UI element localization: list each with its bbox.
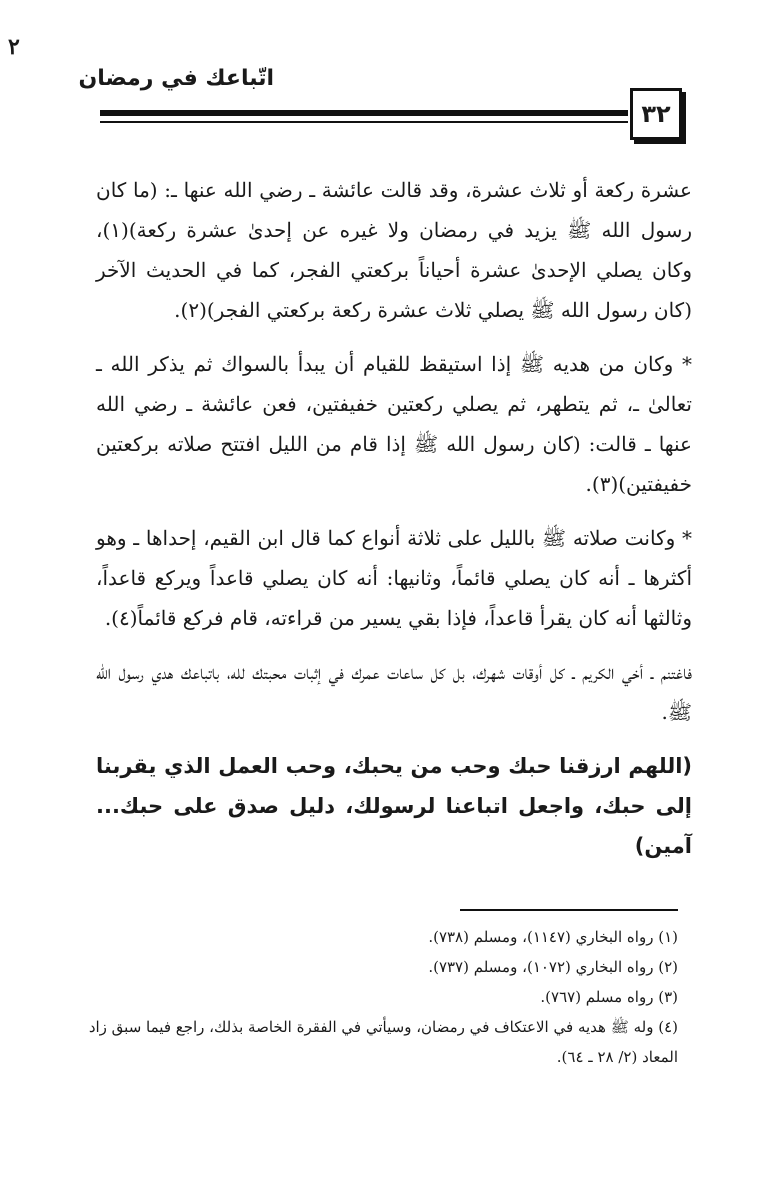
- paragraph-2: * وكان من هديه ﷺ إذا استيقظ للقيام أن يبدأ بالسواك ثم يذكر الله ـ تعالىٰ ـ، ثم يتطهر، ثم يصلي ركعتين خفيفتين، فعن عائشة ـ رضي الله عنها ـ قالت: (كان رسول الله ﷺ إذا قام من الليل افتتح صلاته بركعتين خفيفتين)(٣).: [96, 352, 692, 496]
- footnote-4: (٤) وله ﷺ هديه في الاعتكاف في رمضان، وسيأتي في الفقرة الخاصة بذلك، راجع فيما سبق زاد المعاد (٢/ ٢٨ ـ ٦٤).: [88, 1018, 678, 1066]
- page-number: ٣٢: [630, 88, 682, 140]
- footnote-2: (٢) رواه البخاري (١٠٧٢)، ومسلم (٧٣٧).: [428, 958, 678, 976]
- prayer-text: (اللهم ارزقنا حبك وحب من يحبك، وحب العمل الذي يقربنا إلى حبك، واجعل اتباعنا لرسولك، دليل صدق على حبك... آمين): [96, 754, 692, 858]
- header-rule-thin: [100, 121, 628, 123]
- paragraph-4: فاغتنم ـ أخي الكريم ـ كل أوقات شهرك، بل كل ساعات عمرك في إثبات محبتك لله، باتباعك هدي رسول الله ﷺ.: [96, 660, 692, 724]
- paragraph-1: عشرة ركعة أو ثلاث عشرة، وقد قالت عائشة ـ رضي الله عنها ـ: (ما كان رسول الله ﷺ يزيد في رمضان ولا غيره عن إحدىٰ عشرة ركعة)(١)، وكان يصلي الإحدىٰ عشرة أحياناً بركعتي الفجر، كما في الحديث الآخر (كان رسول الله ﷺ يصلي ثلاث عشرة ركعة بركعتي الفجر)(٢).: [96, 178, 692, 322]
- paragraph-3: * وكانت صلاته ﷺ بالليل على ثلاثة أنواع كما قال ابن القيم، إحداها ـ وهو أكثرها ـ أنه كان يصلي قائماً، وثانيها: أنه كان يصلي قاعداً ويركع قاعداً، وثالثها أنه كان يقرأ قاعداً، فإذا بقي يسير من قراءته، قام فركع قائماً(٤).: [96, 526, 692, 630]
- footnote-separator: [460, 909, 678, 911]
- main-text: [96, 170, 692, 866]
- header-rule-thick: [100, 110, 628, 116]
- running-title: اتّباعك في رمضان: [78, 66, 274, 91]
- footnotes: [82, 922, 678, 1072]
- corner-mark: ٢: [8, 34, 20, 60]
- footnote-1: (١) رواه البخاري (١١٤٧)، ومسلم (٧٣٨).: [428, 928, 678, 946]
- footnote-3: (٣) رواه مسلم (٧٦٧).: [540, 988, 678, 1006]
